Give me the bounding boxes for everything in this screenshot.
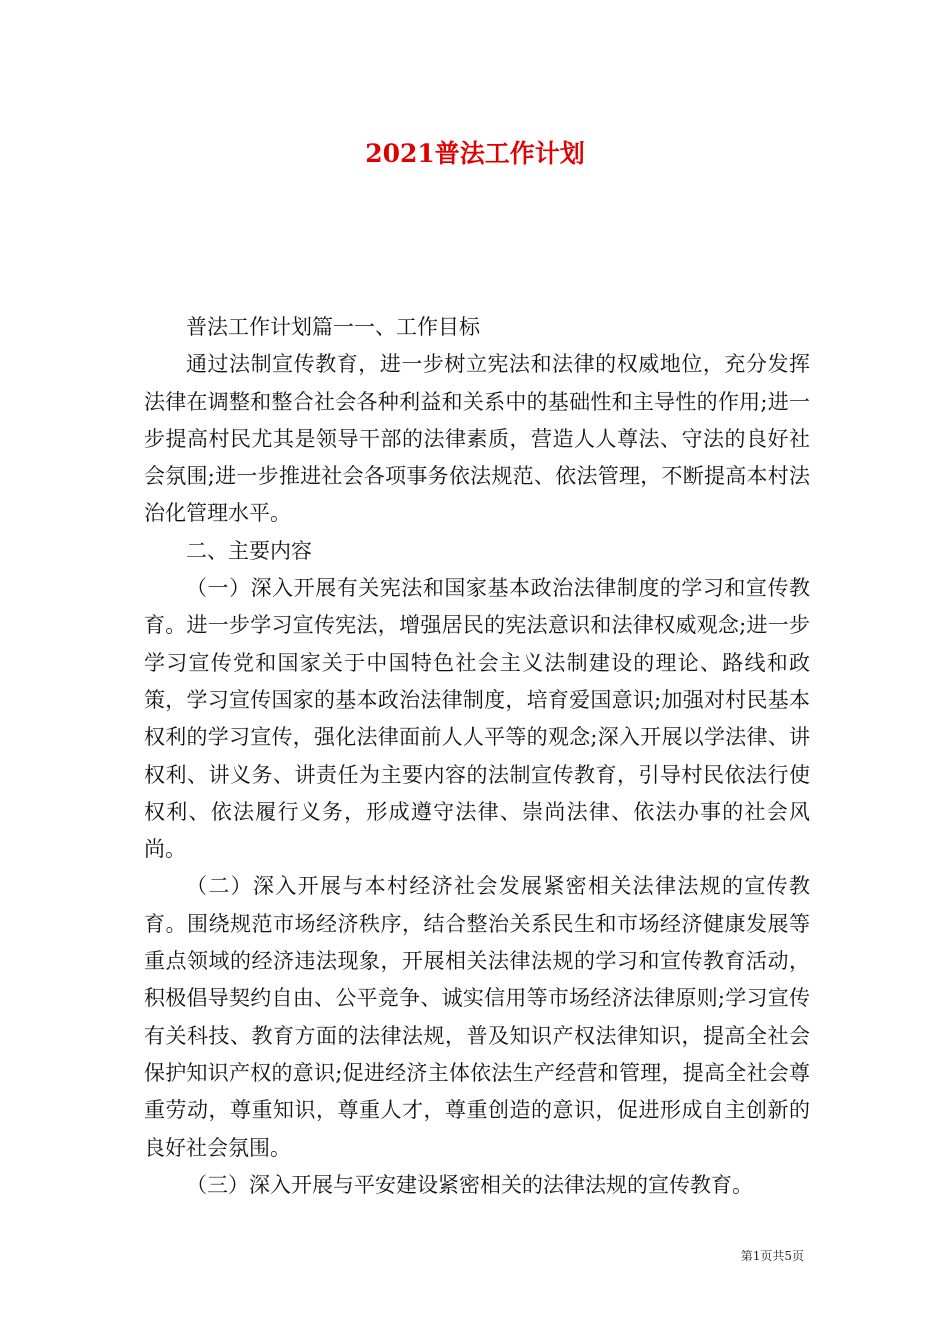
paragraph-item-3: （三）深入开展与平安建设紧密相关的法律法规的宣传教育。 bbox=[186, 1172, 753, 1197]
document-title: 2021普法工作计划 bbox=[365, 139, 585, 168]
page-number: 第1页共5页 bbox=[740, 1249, 804, 1263]
paragraph-section-heading-1: 普法工作计划篇一一、工作目标 bbox=[186, 315, 480, 339]
paragraph-item-1: （一）深入开展有关宪法和国家基本政治法律制度的学习和宣传教育。进一步学习宣传宪法，增强居民的宪法意识和法律权威观念;进一步学习宣传党和国家关于中国特色社会主义法制建设的理论、路线和政策，学习宣传国家的基本政治法律制度，培育爱国意识;加强对村民基本权利的学习宣传，强化法律面前人人平等的观念;深入开展以学法律、讲权利、讲义务、讲责任为主要内容的法制宣传教育，引导村民依法行使权利、依法履行义务，形成遵守法律、崇尚法律、依法办事的社会风尚。 bbox=[144, 576, 810, 862]
paragraph-goals: 通过法制宣传教育，进一步树立宪法和法律的权威地位，充分发挥法律在调整和整合社会各种利益和关系中的基础性和主导性的作用;进一步提高村民尤其是领导干部的法律素质，营造人人尊法、守法的良好社会氛围;进一步推进社会各项事务依法规范、依法管理，不断提高本村法治化管理水平。 bbox=[144, 352, 810, 526]
document-body bbox=[144, 309, 810, 1204]
paragraph-section-heading-2: 二、主要内容 bbox=[186, 538, 312, 563]
paragraph-item-2: （二）深入开展与本村经济社会发展紧密相关法律法规的宣传教育。围绕规范市场经济秩序，结合整治关系民生和市场经济健康发展等重点领域的经济违法现象，开展相关法律法规的学习和宣传教育活动，积极倡导契约自由、公平竞争、诚实信用等市场经济法律原则;学习宣传有关科技、教育方面的法律法规，普及知识产权法律知识，提高全社会保护知识产权的意识;促进经济主体依法生产经营和管理，提高全社会尊重劳动，尊重知识，尊重人才，尊重创造的意识，促进形成自主创新的良好社会氛围。 bbox=[144, 874, 810, 1160]
